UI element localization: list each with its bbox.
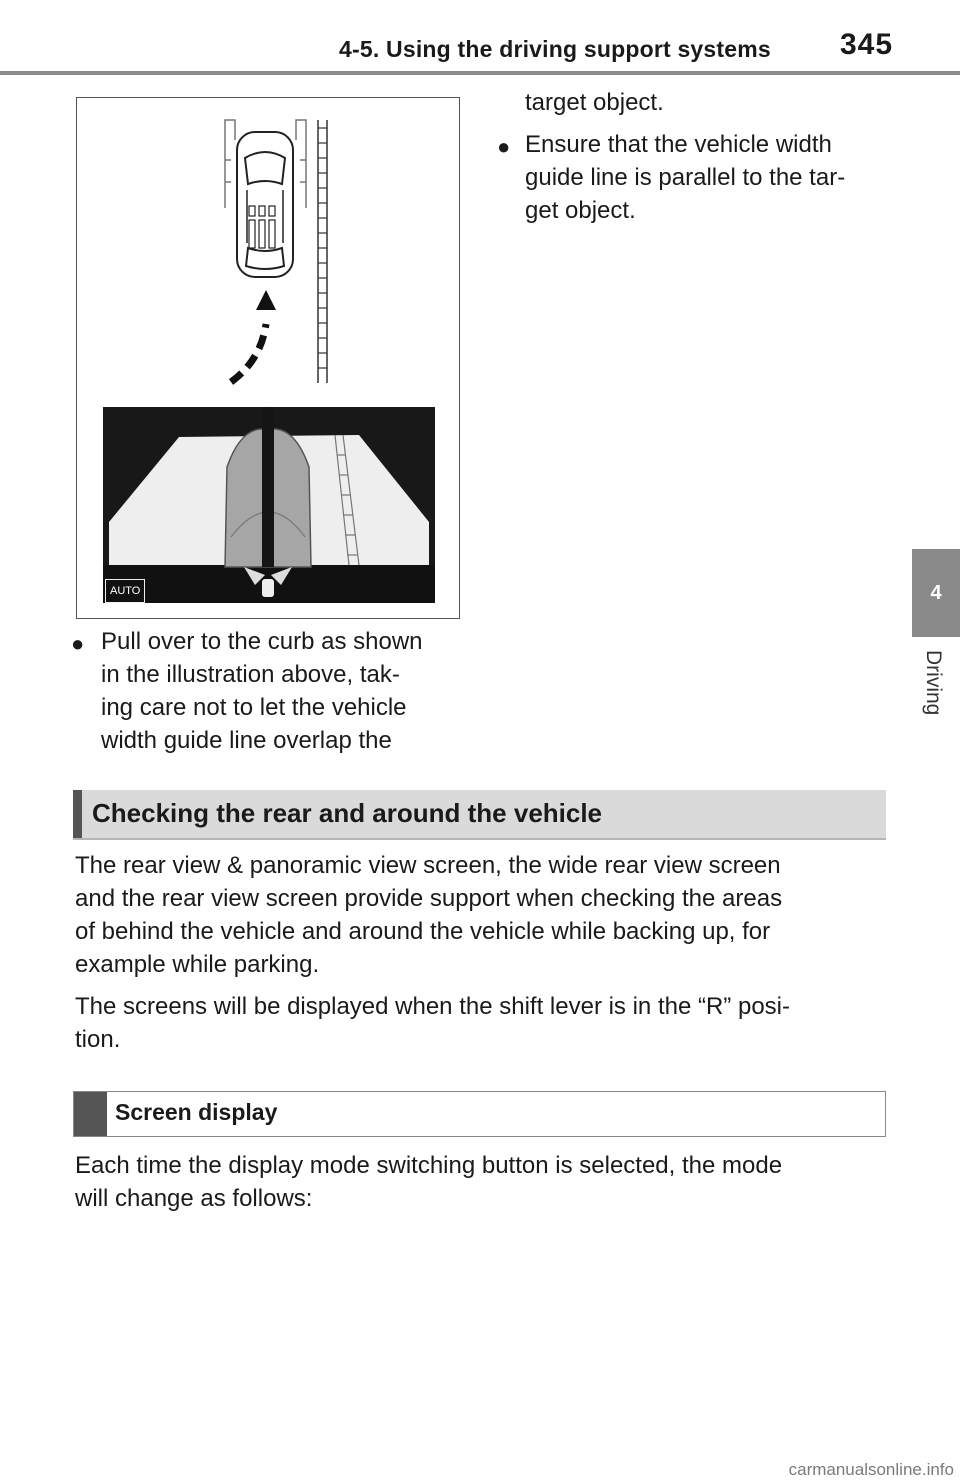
approach-path-arrow xyxy=(231,290,276,382)
text-line: get object. xyxy=(525,197,636,224)
section-paragraph-2 xyxy=(75,990,875,1056)
chapter-label: Driving xyxy=(922,650,945,716)
text-line: The screens will be displayed when the shift lever is in the “R” posi- xyxy=(75,993,790,1020)
text-line: will change as follows: xyxy=(75,1185,313,1212)
camera-mode-label: AUTO xyxy=(110,585,141,597)
section-header-title: 4-5. Using the driving support systems xyxy=(339,36,771,62)
section-heading xyxy=(73,790,886,840)
bullet-icon: ● xyxy=(497,134,511,159)
subsection-title: Screen display xyxy=(115,1099,278,1125)
text-line: The rear view & panoramic view screen, the wide rear view screen xyxy=(75,852,781,879)
section-accent xyxy=(73,790,82,838)
text-line: guide line is parallel to the tar- xyxy=(525,164,846,191)
bullet-icon: ● xyxy=(71,631,85,656)
curb-ladder xyxy=(318,120,327,383)
section-paragraph-1 xyxy=(75,849,875,981)
text-line: ing care not to let the vehicle xyxy=(101,694,407,721)
parking-illustration xyxy=(76,97,460,619)
camera-mode-indicator xyxy=(105,579,145,603)
subsection-paragraph xyxy=(75,1149,875,1215)
vehicle-top-view-icon xyxy=(237,132,293,277)
header-divider xyxy=(0,71,960,75)
chapter-number: 4 xyxy=(930,581,942,604)
text-line: Ensure that the vehicle width xyxy=(525,131,832,158)
bullet-ensure-parallel xyxy=(525,128,905,227)
bullet-pull-over xyxy=(101,625,461,757)
text-line: and the rear view screen provide support when checking the areas xyxy=(75,885,783,912)
top-view-diagram xyxy=(77,98,459,398)
subsection-accent xyxy=(74,1092,107,1136)
text-line: in the illustration above, tak- xyxy=(101,661,400,688)
text-line: of behind the vehicle and around the vehicle while backing up, for xyxy=(75,918,771,945)
text-line: tion. xyxy=(75,1026,121,1053)
footer-watermark: carmanualsonline.info xyxy=(788,1460,954,1479)
camera-screen xyxy=(103,407,435,603)
text-line: Pull over to the curb as shown xyxy=(101,628,423,655)
text-line: Each time the display mode switching button is selected, the mode xyxy=(75,1152,783,1179)
text-line: width guide line overlap the xyxy=(101,727,392,754)
chapter-tab xyxy=(912,549,960,637)
page-number: 345 xyxy=(840,28,894,61)
curb-ticks xyxy=(318,128,327,368)
text-line: example while parking. xyxy=(75,951,320,978)
section-title: Checking the rear and around the vehicle xyxy=(92,798,603,828)
camera-view-graphic xyxy=(103,407,435,603)
subsection-heading xyxy=(73,1091,886,1137)
continuation-text: target object. xyxy=(525,89,664,116)
